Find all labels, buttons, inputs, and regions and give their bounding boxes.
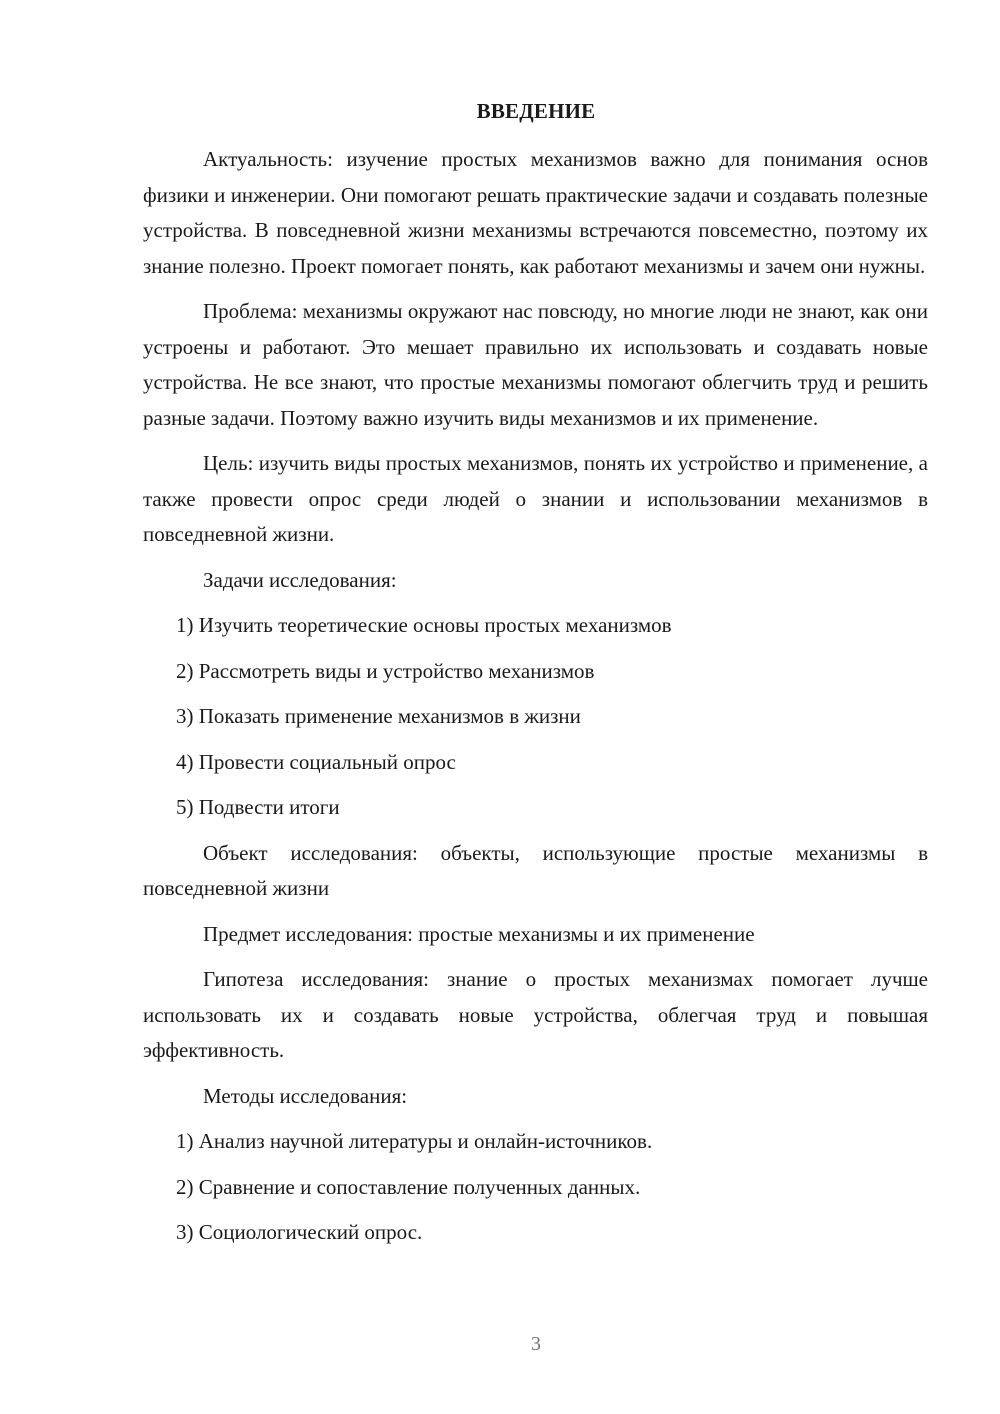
section-title: ВВЕДЕНИЕ [476, 99, 596, 123]
page-number: 3 [531, 1333, 541, 1355]
goal-paragraph: Цель: изучить виды простых механизмов, понять их устройство и применение, а также провести опрос среди людей о знании и использовании механизмов в повседневной жизни. [143, 451, 928, 546]
hypothesis-paragraph: Гипотеза исследования: знание о простых механизмах помогает лучше использовать их и создавать новые устройства, облегчая труд и повышая эффективность. [143, 967, 928, 1062]
list-item: 3) Социологический опрос. [176, 1220, 423, 1244]
subject-paragraph: Предмет исследования: простые механизмы и их применение [203, 921, 755, 946]
problem-paragraph: Проблема: механизмы окружают нас повсюду, но многие люди не знают, как они устроены и работают. Это мешает правильно их использовать и создавать новые устройства. Не все знают, что простые механизмы помогают облегчить труд и решить разные задачи. Поэтому важно изучить виды механизмов и их применение. [143, 299, 928, 430]
tasks-heading: Задачи исследования: [203, 567, 397, 592]
list-item: 4) Провести социальный опрос [176, 749, 456, 774]
object-paragraph: Объект исследования: объекты, использующие простые механизмы в повседневной жизни [143, 840, 928, 900]
relevance-paragraph: Актуальность: изучение простых механизмов важно для понимания основ физики и инженерии. Они помогают решать практические задачи и создавать полезные устройства. В повседневной жизни механизмы встречаются повсеместно, поэтому их знание полезно. Проект помогает понять, как работают механизмы и зачем они нужны. [143, 147, 928, 278]
methods-heading: Методы исследования: [203, 1083, 408, 1108]
list-item: 2) Рассмотреть виды и устройство механизмов [176, 658, 595, 683]
methods-list [143, 1124, 928, 1251]
body-text [143, 142, 928, 1261]
list-item: 1) Анализ научной литературы и онлайн-источников. [176, 1129, 653, 1153]
list-item: 3) Показать применение механизмов в жизни [176, 704, 581, 728]
tasks-list [143, 608, 928, 826]
list-item: 1) Изучить теоретические основы простых механизмов [176, 613, 672, 637]
list-item: 5) Подвести итоги [176, 795, 340, 819]
list-item: 2) Сравнение и сопоставление полученных данных. [176, 1174, 641, 1199]
